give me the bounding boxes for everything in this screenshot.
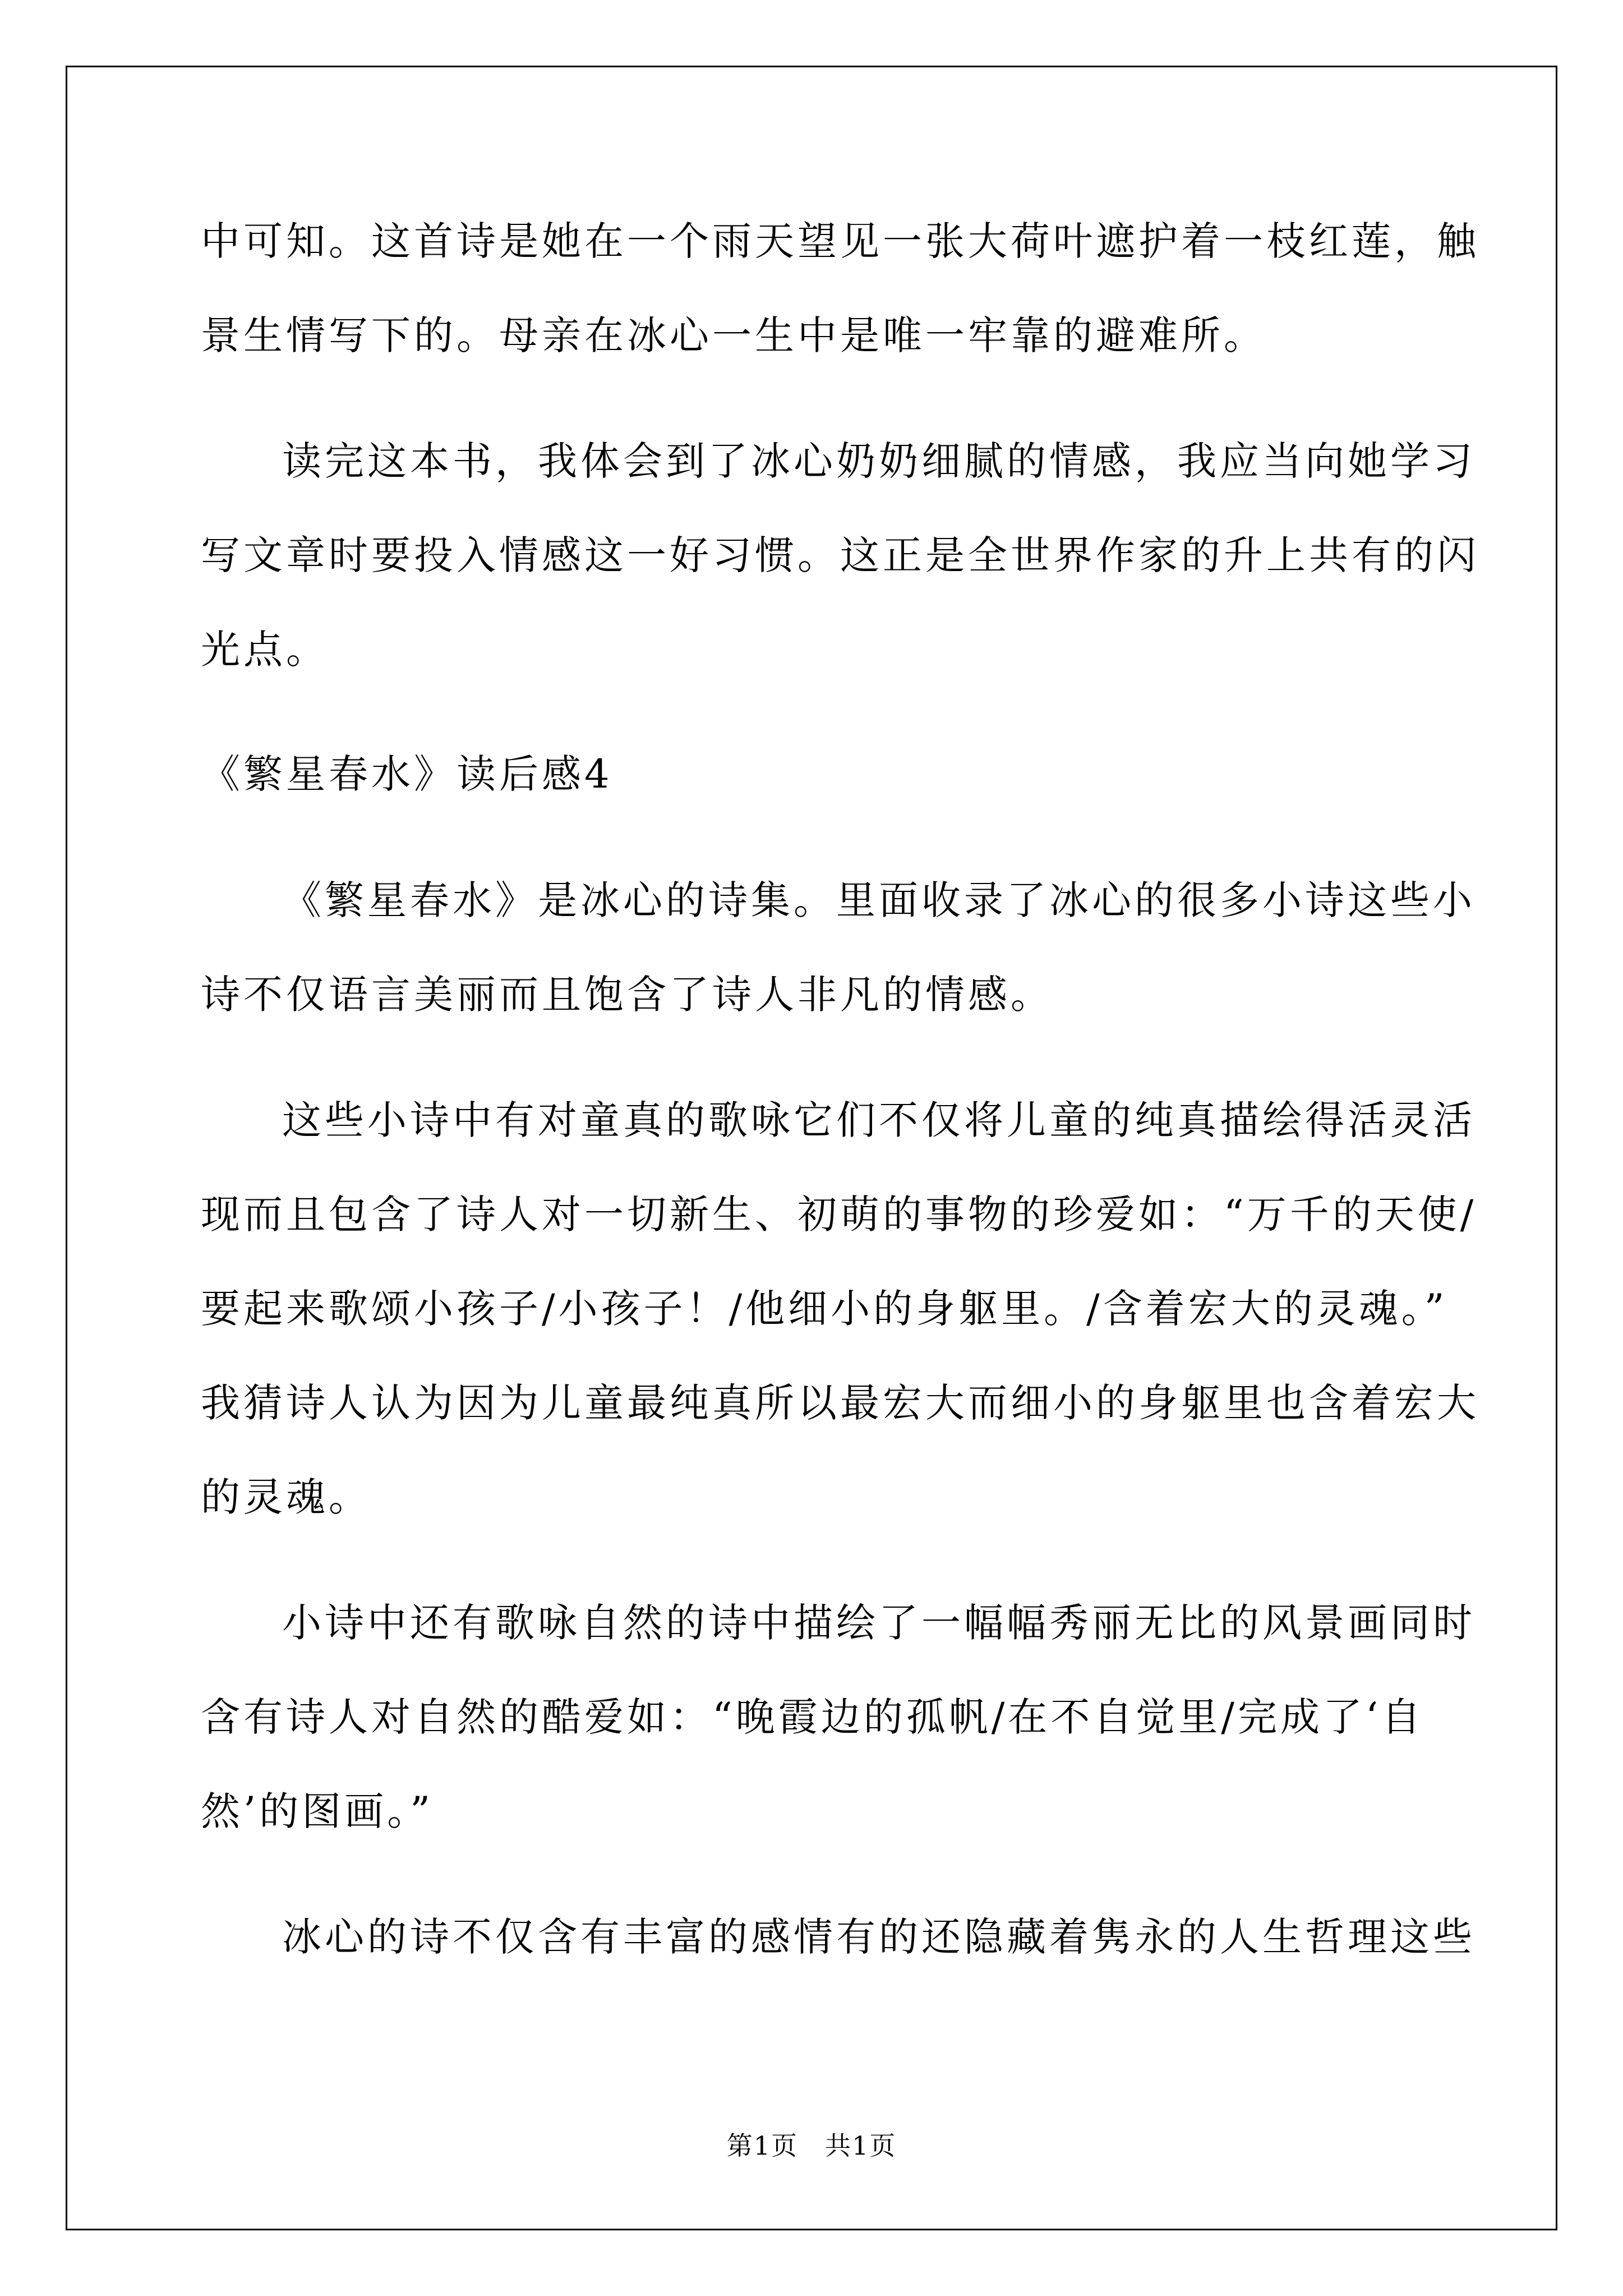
page-border xyxy=(66,66,1557,2230)
text-line: 中可知。这首诗是她在一个雨天望见一张大荷叶遮护着一枝红莲，触 xyxy=(201,218,1479,264)
paragraph-line: 小诗中还有歌咏自然的诗中描绘了一幅幅秀丽无比的风景画同时 xyxy=(282,1600,1476,1646)
paragraph-line: 这些小诗中有对童真的歌咏它们不仅将儿童的纯真描绘得活灵活 xyxy=(282,1097,1476,1143)
text-line: 现而且包含了诗人对一切新生、初萌的事物的珍爱如：“万千的天使/ xyxy=(201,1191,1477,1237)
text-line: 要起来歌颂小孩子/小孩子！/他细小的身躯里。/含着宏大的灵魂。” xyxy=(201,1286,1448,1332)
page-footer: 第1页 共1页 xyxy=(726,2131,897,2161)
paragraph-line: 冰心的诗不仅含有丰富的感情有的还隐藏着隽永的人生哲理这些 xyxy=(282,1914,1476,1960)
text-line: 景生情写下的。母亲在冰心一生中是唯一牢靠的避难所。 xyxy=(201,312,1266,358)
section-heading: 《繁星春水》读后感4 xyxy=(201,751,613,797)
paragraph-line: 读完这本书，我体会到了冰心奶奶细腻的情感，我应当向她学习 xyxy=(282,438,1476,484)
text-line: 诗不仅语言美丽而且饱含了诗人非凡的情感。 xyxy=(201,972,1053,1018)
text-line: 我猜诗人认为因为儿童最纯真所以最宏大而细小的身躯里也含着宏大 xyxy=(201,1380,1479,1426)
text-line: 然’的图画。” xyxy=(201,1788,434,1834)
text-line: 的灵魂。 xyxy=(201,1474,371,1520)
text-line: 光点。 xyxy=(201,627,329,673)
paragraph-line: 《繁星春水》是冰心的诗集。里面收录了冰心的很多小诗这些小 xyxy=(282,877,1476,923)
text-line: 写文章时要投入情感这一好习惯。这正是全世界作家的升上共有的闪 xyxy=(201,532,1479,578)
text-line: 含有诗人对自然的酷爱如：“晚霞边的孤帆/在不自觉里/完成了‘自 xyxy=(201,1694,1424,1740)
